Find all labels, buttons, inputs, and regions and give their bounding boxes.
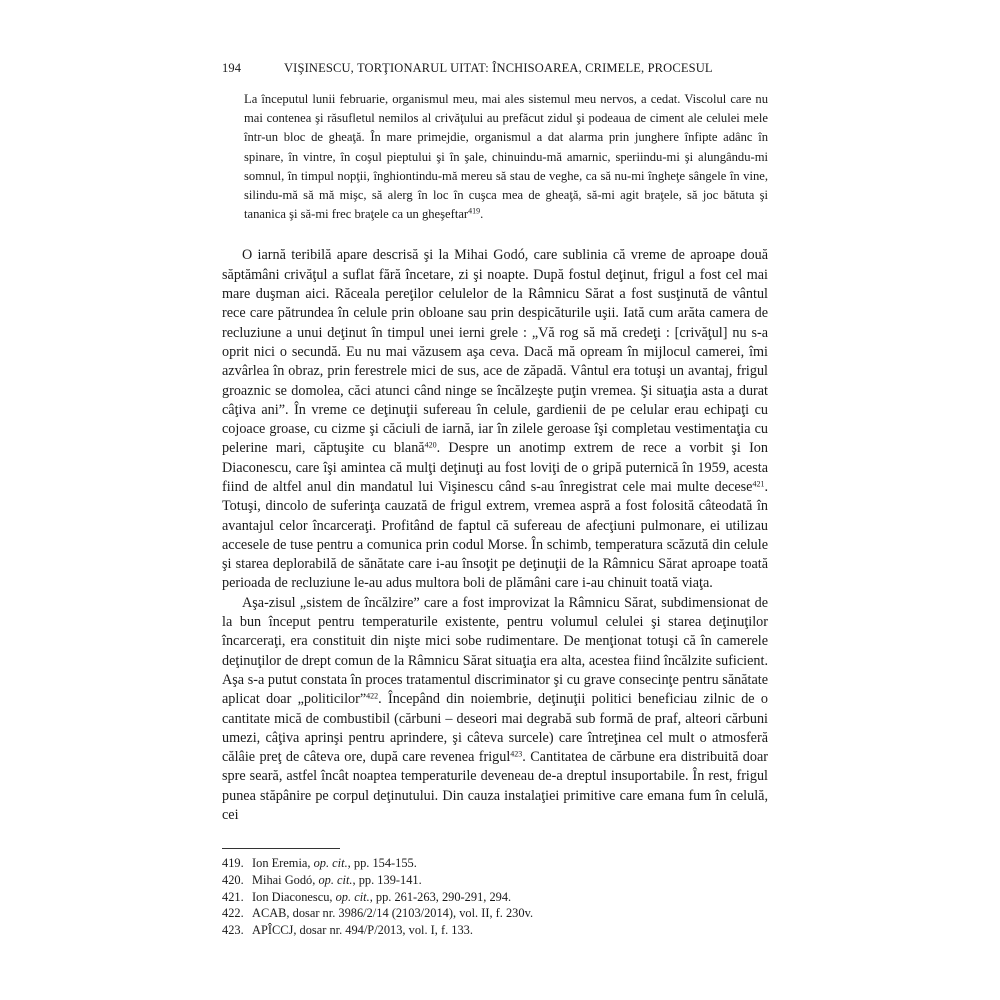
footnote-text: , pp. 261-263, 290-291, 294. (369, 889, 512, 904)
footnote-text: Mihai Godó, (252, 872, 319, 887)
footnote-text: Ion Eremia, (252, 856, 314, 871)
footnote-italic: op. cit. (318, 872, 353, 887)
footnote-text: ACAB, dosar nr. 3986/2/14 (2103/2014), vol. II, f. 230v. (252, 906, 534, 921)
page-number: 194 (222, 61, 242, 75)
text-segment: . Despre un anotimp extrem de rece a vorbit şi Ion Diaconescu, care îşi amintea că mulţi deţinuţi au fost loviţi de o gripă puternică în 1959, acesta fiind de altfel anul din mandatul lui Vişinescu când s-au înregistrat cele mai multe decese (222, 440, 768, 495)
footnote-number: 422. (222, 906, 244, 921)
text-segment: O iarnă teribilă apare descrisă şi la Mihai Godó, care sublinia că vreme de aproape două săptămâni crivăţul a suflat fără încetare, zi şi noapte. După fostul deţinut, frigul a fost cel mai mare duşman aici. Răceala pereţilor celulelor de la Râmnicu Sărat a fost susţinută de vântul rece care pătrundea în celule prin obloane sau prin despicăturile uşii. Iată cum arăta camera de recluziune a unui deţinut în timpul unei ierni grele : „Vă rog să mă credeţi : [crivăţul] nu s-a oprit nici o secundă. Eu nu mai văzusem aşa ceva. Dacă mă opream în mijlocul camerei, îmi azvârlea în obraz, prin ferestrele mici de sus, ace de zăpadă. Vântul era totuşi un avantaj, frigul groaznic se domolea, căci atunci când ninge se încălzeşte puţin vremea. Şi situaţia asta a durat câţiva ani”. În vreme ce deţinuţii sufereau în celule, gardienii de pe celular erau echipaţi cu cojoace groase, cu cizme şi căciuli de iarnă, iar în zilele geroase îşi completau vestimentaţia cu pelerine mari, căptuşite cu blană (222, 247, 768, 457)
footnote-number: 420. (222, 872, 244, 887)
footnotes (222, 855, 768, 938)
footnote (222, 855, 768, 872)
block-quote (244, 90, 768, 224)
footnote-ref: 421 (752, 479, 765, 489)
footnote-text: , pp. 154-155. (347, 856, 417, 871)
quote-end: . (480, 207, 484, 222)
footnote-italic: op. cit. (335, 889, 370, 904)
quote-text: La începutul lunii februarie, organismul meu, mai ales sistemul meu nervos, a cedat. Viscolul care nu mai contenea şi răsufletul nemilos al crivăţului au prefăcut zidul şi podeaua de ciment ale celulei mele într-un bloc de gheaţă. În mare primejdie, organismul a dat alarma prin junghere înfipte adânc în spinare, în vintre, în coşul pieptului şi în şale, chinuindu-mă amarnic, speriindu-mi şi alungându-mi somnul, în timpul nopţii, înghiontindu-mă mereu să stau de veghe, ca să nu-mi îngheţe sângele în vine, silindu-mă să mă mişc, să alerg în loc în cuşca mea de gheaţă, să-mi agit braţele, să joc bătuta şi tananica şi să-mi frec braţele ca un gheşeftar (244, 92, 768, 222)
paragraph (222, 594, 768, 826)
running-header (222, 58, 768, 78)
footnote-number: 423. (222, 922, 244, 937)
footnote-ref: 423 (510, 749, 523, 759)
footnote (222, 889, 768, 906)
footnote (222, 905, 768, 922)
footnote-text: Ion Diaconescu, (252, 889, 336, 904)
footnote-italic: op. cit. (313, 856, 348, 871)
footnote-ref: 420 (424, 441, 437, 450)
footnote-divider (222, 848, 340, 849)
footnote-ref: 422 (366, 691, 379, 701)
paragraph (222, 246, 768, 593)
footnote-number: 421. (222, 889, 244, 904)
text-segment: . Începând din noiembrie, deţinuţii politici beneficiau zilnic de o cantitate mică de combustibil (cărbuni – deseori mai degrabă sub formă de praf, alteori cărbuni umezi, câţiva aprinşi pentru aprindere, şi câteva surcele) care întreţinea cel mult o atmosferă călâie preţ de câteva ore, după care revenea frigul (222, 691, 768, 766)
text-segment: . Totuşi, dincolo de suferinţa cauzată de frigul extrem, vremea aspră a fost folosită câteodată în avantajul celor încarceraţi. Profitând de faptul că sufereau de afecţiuni pulmonare, ei utilizau accesele de tuse pentru a comunica prin codul Morse. În schimb, temperatura scăzută din celule şi starea deplorabilă de sănătate care i-au însoţit pe deţinuţii de la Râmnicu Sărat aproape toată perioada de recluziune le-au adus multora boli de plămâni care i-au chinuit toată viaţa. (222, 478, 768, 592)
footnote-ref: 419 (468, 206, 481, 216)
text-segment: Aşa-zisul „sistem de încălzire” care a fost improvizat la Râmnicu Sărat, subdimensionat de la bun început pentru temperaturile existente, pentru volumul celulei şi starea deţinuţilor încarceraţi, era constituit din nişte mici sobe rudimentare. De menţionat totuşi că în camerele deţinuţilor de drept comun de la Râmnicu Sărat situaţia era alta, acestea fiind încălzite suficient. Aşa s-a putut constata în proces tratamentul discriminator şi cu grave consecinţe pentru sănătate aplicat doar „politicilor” (222, 594, 768, 708)
body-text (222, 246, 768, 825)
running-title: VIŞINESCU, TORŢIONARUL UITAT: ÎNCHISOAREA, CRIMELE, PROCESUL (284, 61, 713, 75)
footnote (222, 922, 768, 939)
footnote-text: , pp. 139-141. (352, 872, 422, 887)
book-page (222, 58, 768, 938)
text-segment: . Cantitatea de cărbune era distribuită doar spre seară, astfel încât noaptea temperaturile deveneau de-a dreptul insuportabile. În rest, frigul punea stăpânire pe corpul deţinutului. Din cauza instalaţiei primitive care emana fum în celulă, cei (222, 749, 768, 824)
footnote-text: APÎCCJ, dosar nr. 494/P/2013, vol. I, f. 133. (252, 922, 473, 937)
footnote-number: 419. (222, 856, 244, 871)
footnote (222, 872, 768, 889)
